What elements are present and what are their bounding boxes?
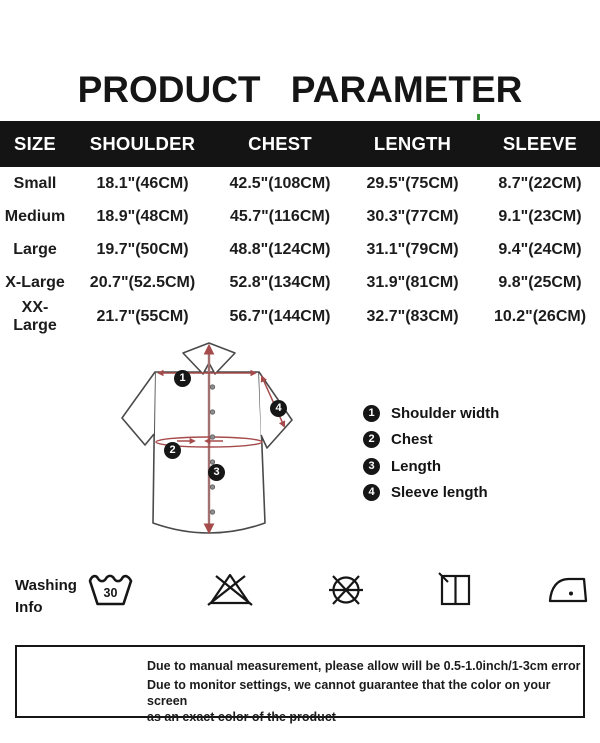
cell-chest: 45.7"(116CM) — [229, 207, 331, 225]
legend-badge-3: 3 — [363, 458, 380, 475]
cell-size: XX-Large — [13, 299, 57, 334]
legend-label: Sleeve length — [391, 483, 488, 501]
table-row — [0, 233, 600, 266]
cell-shoulder: 18.1"(46CM) — [96, 174, 189, 192]
svg-text:30: 30 — [103, 586, 118, 600]
cell-shoulder: 19.7"(50CM) — [96, 240, 189, 258]
disclaimer-line-3: as an exact color of the product — [147, 710, 336, 724]
cell-size: Medium — [4, 207, 66, 225]
callout-badge-2: 2 — [164, 442, 181, 459]
cell-length: 30.3"(77CM) — [366, 207, 459, 225]
callout-badge-3: 3 — [208, 464, 225, 481]
cell-shoulder: 20.7"(52.5CM) — [89, 273, 196, 291]
cell-sleeve: 9.8"(25CM) — [498, 273, 582, 291]
legend-item-chest — [363, 430, 433, 448]
page-title: PRODUCT PARAMETER — [77, 68, 523, 110]
cell-sleeve: 9.4"(24CM) — [498, 240, 582, 258]
cell-chest: 48.8"(124CM) — [229, 240, 331, 258]
disclaimer-text — [17, 647, 583, 725]
legend-badge-1: 1 — [363, 405, 380, 422]
cell-length: 32.7"(83CM) — [366, 308, 459, 325]
legend-badge-2: 2 — [363, 431, 380, 448]
legend-item-shoulder-width — [363, 404, 499, 422]
size-table-body — [0, 167, 600, 332]
cell-length: 31.9"(81CM) — [366, 273, 459, 291]
legend-item-length — [363, 457, 441, 475]
cell-sleeve: 9.1"(23CM) — [498, 207, 582, 225]
size-table-header — [0, 121, 600, 167]
shirt-illustration-icon — [115, 338, 295, 538]
callout-badge-4: 4 — [270, 400, 287, 417]
washing-info-label-line2: Info — [15, 599, 43, 616]
cell-shoulder: 21.7"(55CM) — [96, 308, 189, 325]
cell-sleeve: 10.2"(26CM) — [493, 308, 587, 325]
cell-chest: 42.5"(108CM) — [229, 174, 331, 192]
legend-label: Length — [391, 457, 441, 475]
do-not-dry-clean-icon — [324, 571, 368, 609]
legend-badge-4: 4 — [363, 484, 380, 501]
cell-size: Small — [13, 174, 57, 192]
cell-shoulder: 18.9"(48CM) — [96, 207, 189, 225]
cell-length: 29.5"(75CM) — [366, 174, 459, 192]
cell-size: X-Large — [5, 273, 65, 291]
disclaimer-line-2: Due to monitor settings, we cannot guarantee that the color on your screen — [147, 678, 551, 708]
legend-label: Shoulder width — [391, 404, 500, 422]
drip-dry-icon — [437, 571, 475, 609]
shirt-diagram — [115, 338, 295, 538]
cell-sleeve: 8.7"(22CM) — [498, 174, 582, 192]
col-header-size: SIZE — [14, 133, 56, 154]
machine-wash-30-icon — [87, 572, 137, 610]
legend-item-sleeve-length — [363, 483, 488, 501]
legend-label: Chest — [391, 430, 433, 448]
cell-length: 31.1"(79CM) — [366, 240, 459, 258]
cell-chest: 56.7"(144CM) — [229, 308, 331, 325]
col-header-length: LENGTH — [373, 133, 452, 154]
do-not-bleach-icon — [206, 571, 254, 609]
callout-badge-1: 1 — [174, 370, 191, 387]
col-header-chest: CHEST — [248, 133, 312, 154]
cell-chest: 52.8"(134CM) — [229, 273, 331, 291]
disclaimer-box — [15, 645, 585, 724]
table-row — [0, 266, 600, 299]
cell-size: Large — [13, 240, 57, 258]
col-header-shoulder: SHOULDER — [89, 133, 196, 154]
table-row — [0, 167, 600, 200]
table-row — [0, 200, 600, 233]
stray-pixel-artifact — [477, 114, 480, 120]
col-header-sleeve: SLEEVE — [502, 133, 578, 154]
table-row — [0, 299, 600, 332]
washing-info-label-line1: Washing — [15, 577, 77, 594]
iron-low-heat-icon — [546, 572, 590, 608]
disclaimer-line-1: Due to manual measurement, please allow will be 0.5-1.0inch/1-3cm error — [147, 659, 581, 673]
